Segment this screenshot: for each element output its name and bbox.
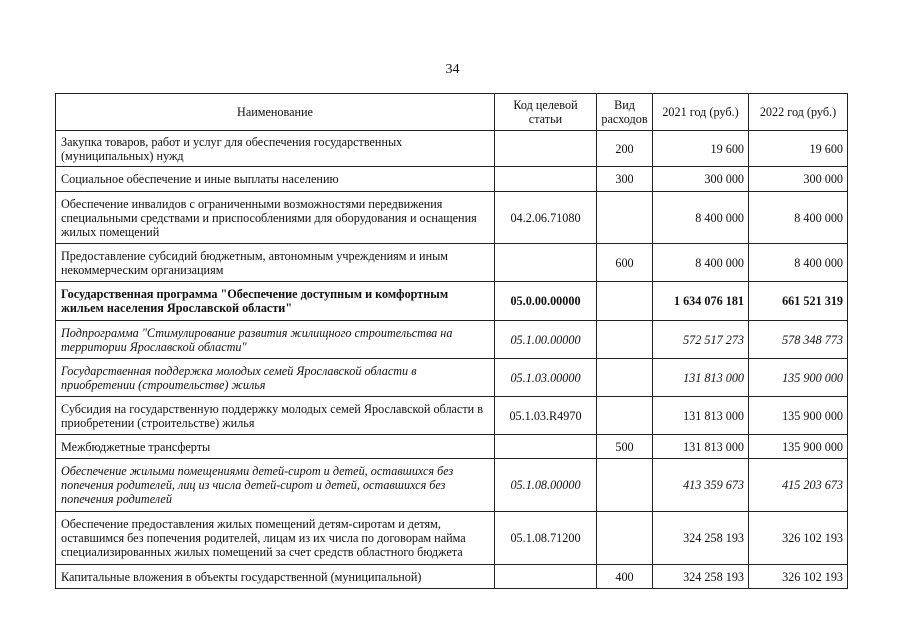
- cell-2022: 135 900 000: [749, 397, 848, 435]
- cell-2021: 300 000: [653, 167, 749, 192]
- cell-name: Обеспечение инвалидов с ограниченными возможностями передвижения специальными средствами и приспособлениями для оборудования и оснащения жилых помещений: [56, 192, 495, 244]
- budget-table: [55, 93, 848, 589]
- header-code: Код целевой статьи: [495, 94, 597, 131]
- cell-name: Предоставление субсидий бюджетным, автономным учреждениям и иным некоммерческим организациям: [56, 244, 495, 282]
- table-row: [56, 167, 848, 192]
- table-row: [56, 397, 848, 435]
- cell-vid: [597, 321, 653, 359]
- cell-code: [495, 167, 597, 192]
- cell-name: Подпрограмма "Стимулирование развития жилищного строительства на территории Ярославской области": [56, 321, 495, 359]
- cell-2022: 578 348 773: [749, 321, 848, 359]
- cell-vid: [597, 282, 653, 321]
- cell-code: [495, 435, 597, 459]
- cell-vid: [597, 459, 653, 512]
- table-row: [56, 435, 848, 459]
- cell-name: Обеспечение жилыми помещениями детей-сирот и детей, оставшихся без попечения родителей, лиц из числа детей-сирот и детей, оставшихся без попечения родителей: [56, 459, 495, 512]
- cell-vid: 200: [597, 131, 653, 167]
- cell-2022: 415 203 673: [749, 459, 848, 512]
- cell-2021: 324 258 193: [653, 512, 749, 565]
- cell-code: 05.1.08.00000: [495, 459, 597, 512]
- cell-name: Капитальные вложения в объекты государственной (муниципальной): [56, 565, 495, 589]
- cell-code: 05.1.00.00000: [495, 321, 597, 359]
- table-row: [56, 459, 848, 512]
- cell-2022: 135 900 000: [749, 359, 848, 397]
- cell-2021: 1 634 076 181: [653, 282, 749, 321]
- cell-2022: 300 000: [749, 167, 848, 192]
- cell-2021: 131 813 000: [653, 359, 749, 397]
- table-row: [56, 321, 848, 359]
- cell-code: 05.1.03.R4970: [495, 397, 597, 435]
- cell-code: [495, 244, 597, 282]
- cell-vid: [597, 397, 653, 435]
- cell-vid: 600: [597, 244, 653, 282]
- cell-name: Межбюджетные трансферты: [56, 435, 495, 459]
- cell-code: [495, 131, 597, 167]
- cell-code: 05.1.03.00000: [495, 359, 597, 397]
- cell-2021: 19 600: [653, 131, 749, 167]
- cell-2021: 131 813 000: [653, 397, 749, 435]
- cell-2022: 326 102 193: [749, 512, 848, 565]
- cell-2022: 19 600: [749, 131, 848, 167]
- cell-2021: 413 359 673: [653, 459, 749, 512]
- cell-vid: 300: [597, 167, 653, 192]
- cell-name: Обеспечение предоставления жилых помещений детям-сиротам и детям, оставшимся без попечения родителей, лицам из их числа по договорам найма специализированных жилых помещений за счет средств областного бюджета: [56, 512, 495, 565]
- table-header-row: [56, 94, 848, 131]
- table-row: [56, 282, 848, 321]
- cell-2022: 661 521 319: [749, 282, 848, 321]
- cell-vid: [597, 359, 653, 397]
- table-row: [56, 244, 848, 282]
- cell-vid: 400: [597, 565, 653, 589]
- cell-2021: 8 400 000: [653, 192, 749, 244]
- cell-code: 04.2.06.71080: [495, 192, 597, 244]
- cell-2021: 572 517 273: [653, 321, 749, 359]
- cell-name: Социальное обеспечение и иные выплаты населению: [56, 167, 495, 192]
- cell-2021: 324 258 193: [653, 565, 749, 589]
- cell-vid: 500: [597, 435, 653, 459]
- cell-code: [495, 565, 597, 589]
- cell-2022: 8 400 000: [749, 244, 848, 282]
- table-row: [56, 565, 848, 589]
- cell-code: 05.0.00.00000: [495, 282, 597, 321]
- table-row: [56, 192, 848, 244]
- cell-2022: 8 400 000: [749, 192, 848, 244]
- table-row: [56, 512, 848, 565]
- cell-2022: 326 102 193: [749, 565, 848, 589]
- cell-name: Субсидия на государственную поддержку молодых семей Ярославской области в приобретении (строительстве) жилья: [56, 397, 495, 435]
- header-2022: 2022 год (руб.): [749, 94, 848, 131]
- page-number: 34: [445, 62, 460, 77]
- cell-vid: [597, 192, 653, 244]
- table-row: [56, 131, 848, 167]
- cell-name: Государственная программа "Обеспечение доступным и комфортным жильем населения Ярославской области": [56, 282, 495, 321]
- cell-name: Закупка товаров, работ и услуг для обеспечения государственных (муниципальных) нужд: [56, 131, 495, 167]
- header-2021: 2021 год (руб.): [653, 94, 749, 131]
- cell-code: 05.1.08.71200: [495, 512, 597, 565]
- header-vid: Вид расходов: [597, 94, 653, 131]
- table-body: [56, 131, 848, 589]
- cell-vid: [597, 512, 653, 565]
- cell-2022: 135 900 000: [749, 435, 848, 459]
- table-row: [56, 359, 848, 397]
- header-name: Наименование: [56, 94, 495, 131]
- cell-2021: 131 813 000: [653, 435, 749, 459]
- cell-name: Государственная поддержка молодых семей Ярославской области в приобретении (строительстве) жилья: [56, 359, 495, 397]
- cell-2021: 8 400 000: [653, 244, 749, 282]
